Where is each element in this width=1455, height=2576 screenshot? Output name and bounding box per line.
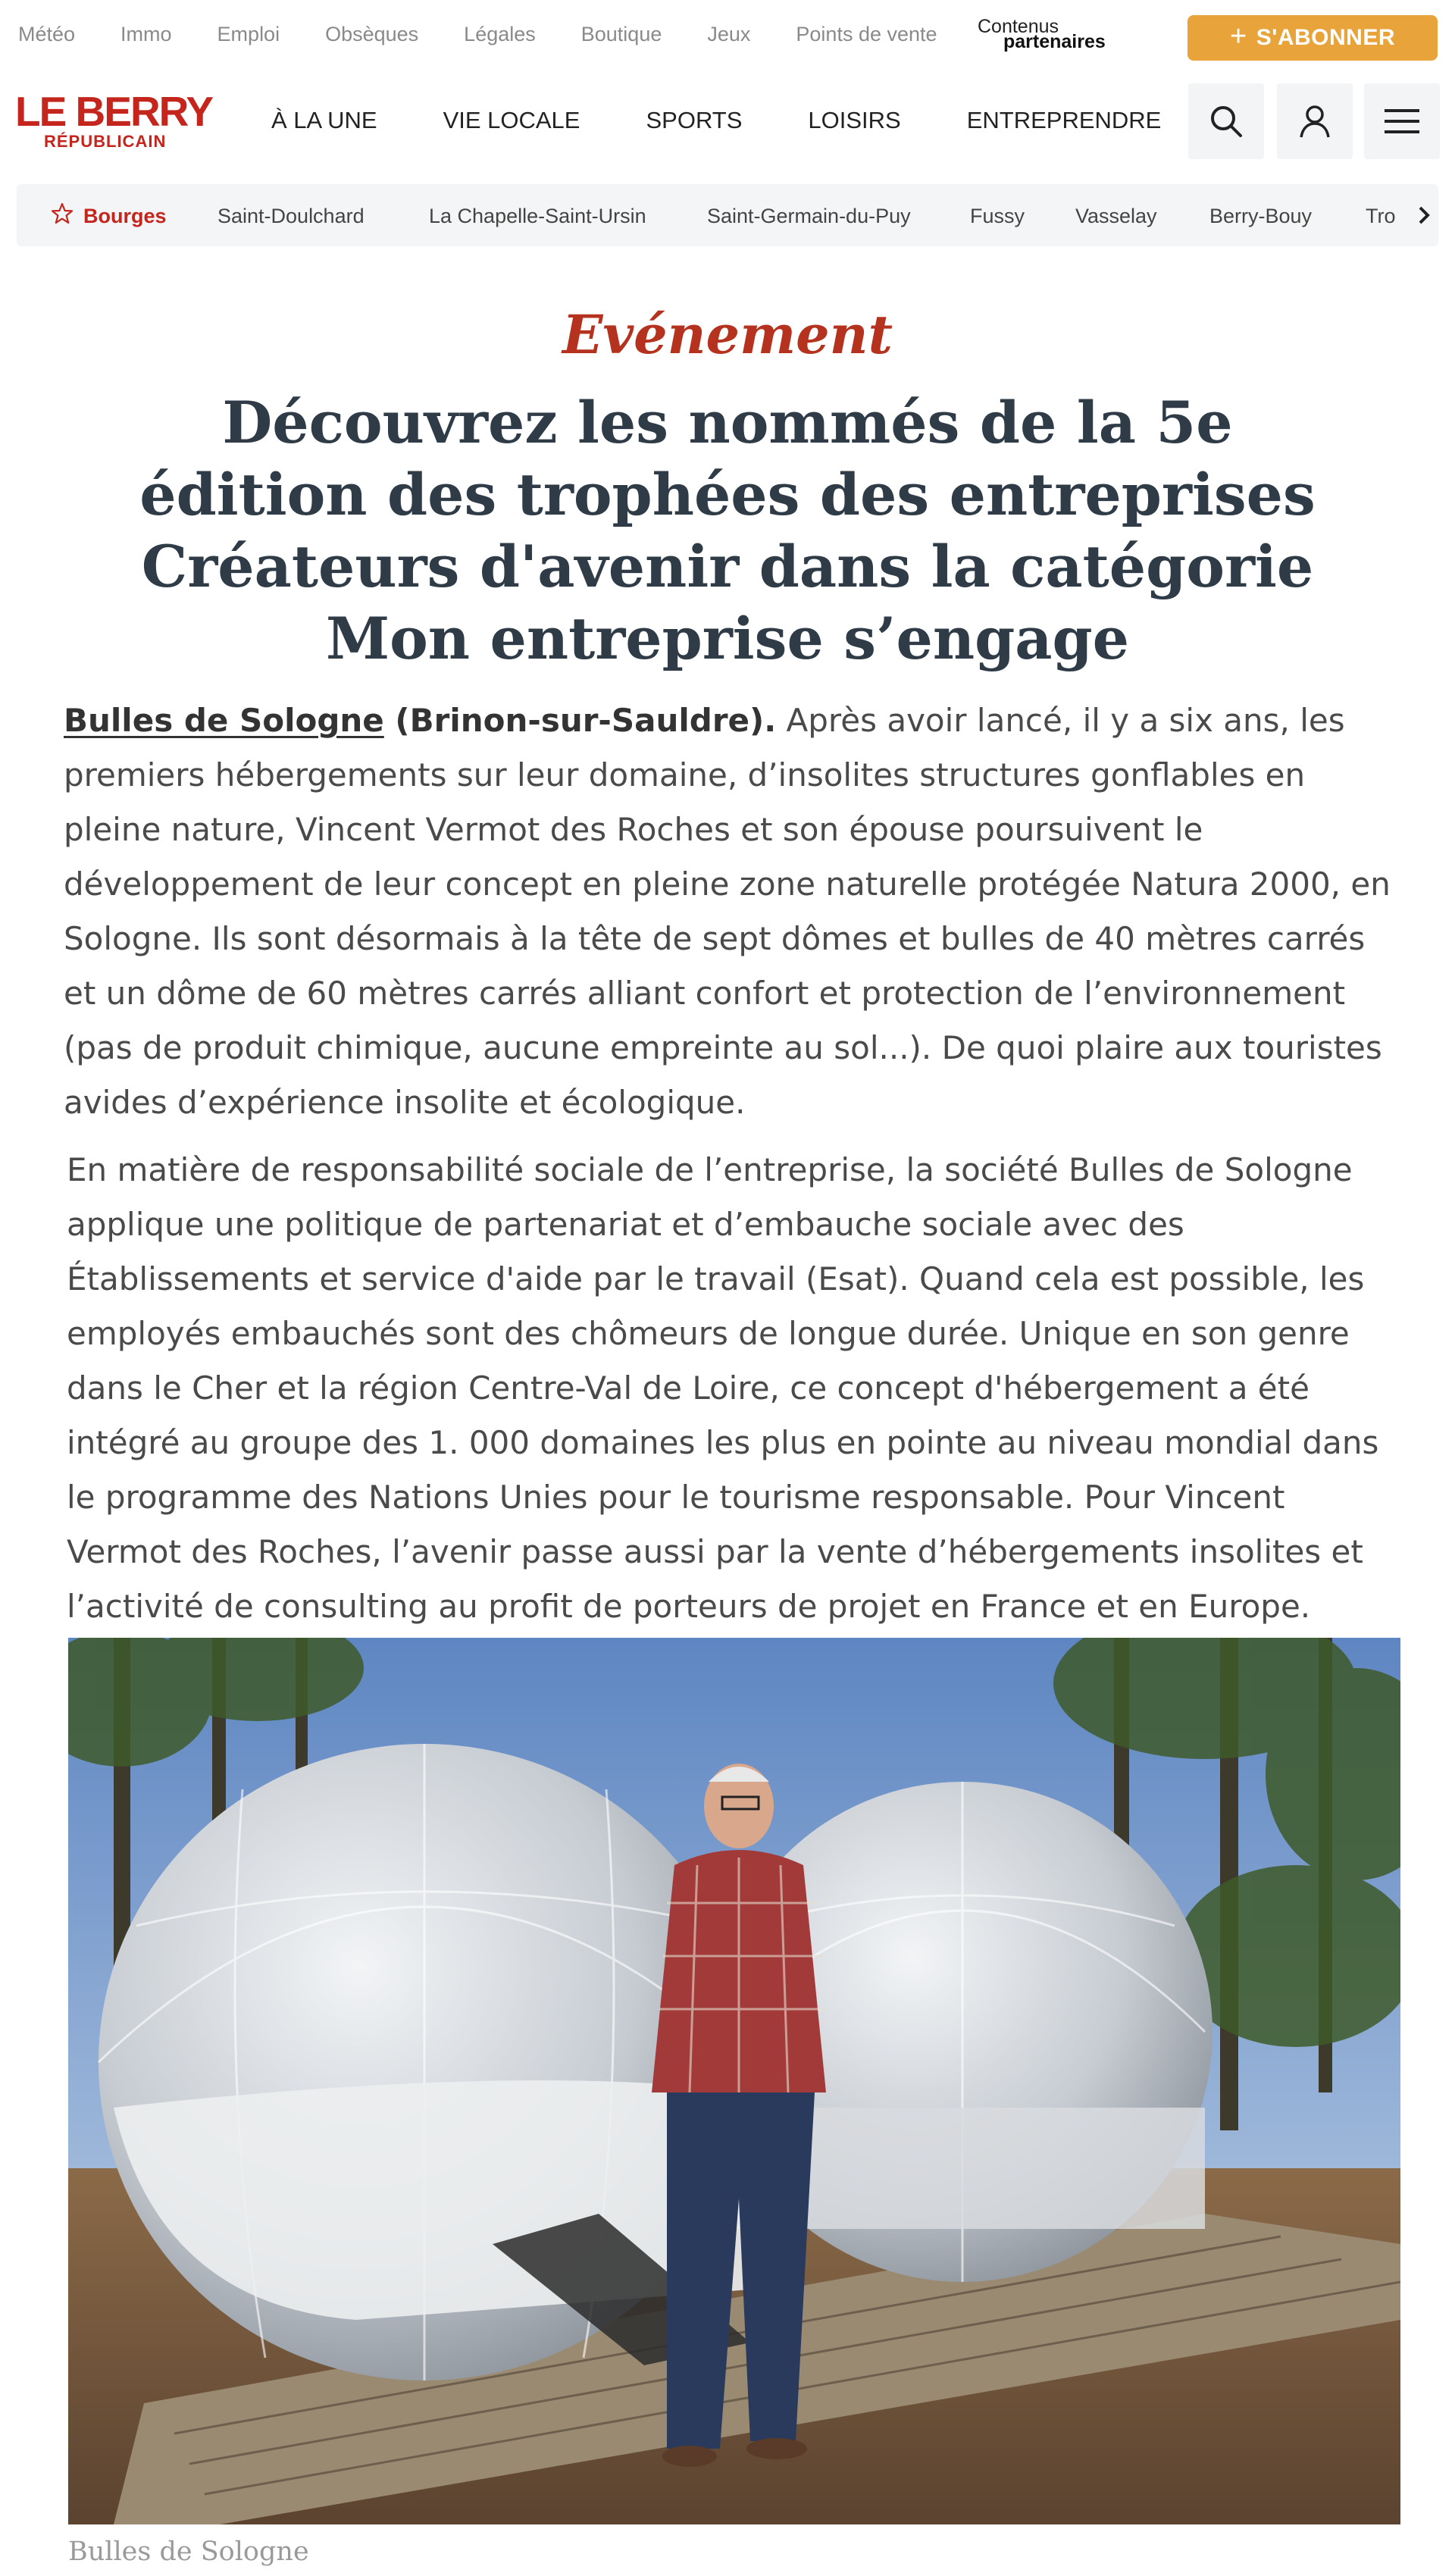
contenus-partenaires-link[interactable] bbox=[978, 17, 1106, 52]
top-utility-bar bbox=[0, 0, 1455, 80]
link-legales[interactable]: Légales bbox=[464, 23, 536, 45]
search-button[interactable] bbox=[1188, 83, 1264, 159]
article-paragraph-2: En matière de responsabilité sociale de l’entreprise, la société Bulles de Sologne applique une politique de partenariat et d’embauche sociale avec des Établissements et service d'aide par le travail (Esat). Quand cela est possible, les employés embauchés sont des chômeurs de longue durée. Unique en son genre dans le Cher et la région Centre-Val de Loire, ce concept d'hébergement a été intégré au groupe des 1. 000 domaines les plus en pointe au niveau mondial dans le programme des Nations Unies pour le tourisme responsable. Pour Vincent Vermot des Roches, l’avenir passe aussi par la vente d’hébergements insolites et l’activité de consulting au profit de porteurs de projet en France et en Europe. bbox=[67, 1151, 1379, 1625]
link-jeux[interactable]: Jeux bbox=[707, 23, 751, 45]
menu-icon bbox=[1383, 106, 1421, 136]
site-logo[interactable] bbox=[15, 88, 220, 152]
city-scroll-right-button[interactable] bbox=[1410, 199, 1438, 231]
star-icon bbox=[51, 202, 74, 225]
link-immo[interactable]: Immo bbox=[120, 23, 172, 45]
nav-sports[interactable]: SPORTS bbox=[646, 107, 743, 133]
bubble-domes-photo bbox=[68, 1638, 1400, 2524]
account-button[interactable] bbox=[1277, 83, 1353, 159]
city-fussy[interactable]: Fussy bbox=[970, 205, 1025, 227]
search-icon bbox=[1208, 103, 1244, 139]
link-points-de-vente[interactable]: Points de vente bbox=[796, 23, 937, 45]
link-boutique[interactable]: Boutique bbox=[580, 23, 662, 45]
partenaires-label: partenaires bbox=[1003, 31, 1106, 52]
article-paragraph-1 bbox=[64, 693, 1397, 1130]
nav-loisirs[interactable]: LOISIRS bbox=[808, 107, 901, 133]
nav-entreprendre[interactable]: ENTREPRENDRE bbox=[966, 107, 1162, 133]
logo-line-1: LE BERRY bbox=[15, 88, 213, 135]
city-saint-doulchard[interactable]: Saint-Doulchard bbox=[217, 205, 365, 227]
contenus-label: Contenus bbox=[978, 16, 1059, 37]
link-meteo[interactable]: Météo bbox=[18, 23, 76, 45]
nav-vie-locale[interactable]: VIE LOCALE bbox=[443, 107, 580, 133]
menu-button[interactable] bbox=[1364, 83, 1440, 159]
article-kicker: Evénement bbox=[562, 303, 893, 366]
plus-icon: + bbox=[1229, 20, 1247, 52]
city-saint-germain-du-puy[interactable]: Saint-Germain-du-Puy bbox=[707, 205, 911, 227]
user-icon bbox=[1297, 103, 1333, 139]
main-navigation bbox=[271, 107, 1227, 134]
city-bar bbox=[17, 184, 1438, 246]
nav-a-la-une[interactable]: À LA UNE bbox=[271, 107, 377, 133]
link-emploi[interactable]: Emploi bbox=[217, 23, 280, 45]
company-link[interactable]: Bulles de Sologne bbox=[64, 702, 384, 739]
link-obseques[interactable]: Obsèques bbox=[325, 23, 419, 45]
chevron-right-icon bbox=[1416, 205, 1432, 225]
photo-caption: Bulles de Sologne bbox=[68, 2537, 309, 2567]
subscribe-button[interactable] bbox=[1187, 15, 1438, 61]
company-location: (Brinon-sur-Sauldre). bbox=[383, 702, 777, 739]
article-photo bbox=[68, 1638, 1400, 2524]
logo-line-2: RÉPUBLICAIN bbox=[44, 132, 167, 151]
city-bourges[interactable]: Bourges bbox=[83, 205, 167, 227]
city-berry-bouy[interactable]: Berry-Bouy bbox=[1209, 205, 1313, 227]
paragraph-1-text: Après avoir lancé, il y a six ans, les premiers hébergements sur leur domaine, d’insolites structures gonflables en pleine nature, Vincent Vermot des Roches et son épouse poursuivent le développement de leur concept en pleine zone naturelle protégée Natura 2000, en Sologne. Ils sont désormais à la tête de sept dômes et bulles de 40 mètres carrés et un dôme de 60 mètres carrés alliant confort et protection de l’environnement (pas de produit chimique, aucune empreinte au sol...). De quoi plaire aux touristes avides d’expérience insolite et écologique. bbox=[64, 702, 1391, 1121]
city-la-chapelle-saint-ursin[interactable]: La Chapelle-Saint-Ursin bbox=[429, 205, 646, 227]
city-truncated[interactable]: Tro bbox=[1366, 205, 1396, 227]
utility-links bbox=[18, 23, 983, 46]
subscribe-label: S'ABONNER bbox=[1256, 25, 1396, 50]
article-headline: Découvrez les nommés de la 5e édition des trophées des entreprises Créateurs d'avenir dans la catégorie Mon entreprise s’engage bbox=[139, 389, 1316, 672]
city-vasselay[interactable]: Vasselay bbox=[1075, 205, 1157, 227]
